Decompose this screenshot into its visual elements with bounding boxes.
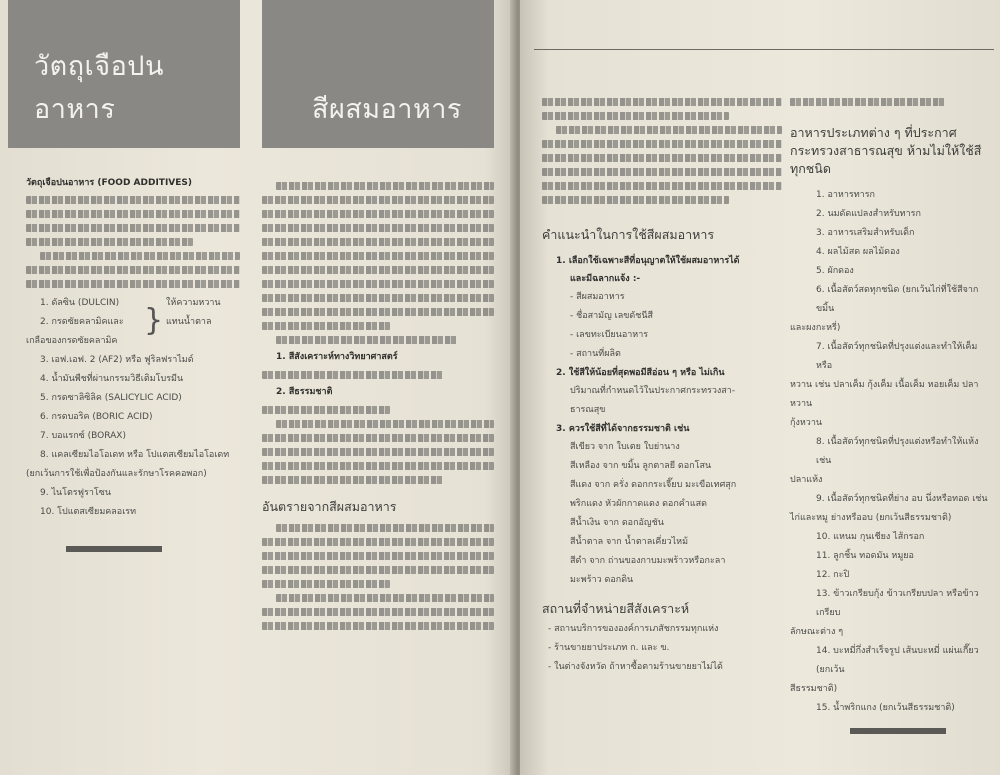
page-title-additives: วัตถุเจือปนอาหาร: [34, 51, 164, 125]
list-item: 9. ไนโตรฟูราโซน: [40, 488, 111, 498]
list-item: 7. เนื้อสัตว์ทุกชนิดที่ปรุงแต่งและทำให้เค็มหรือ: [816, 342, 978, 371]
paragraph-line: [790, 98, 946, 106]
paragraph-line: [262, 210, 494, 218]
paragraph-line: [542, 196, 729, 204]
list-item: 12. กะปิ: [816, 570, 850, 580]
list-item: - สถานบริการขององค์การเภสัชกรรมทุกแห่ง: [548, 624, 719, 634]
paragraph-line: [262, 566, 494, 574]
list-item: ไก่และหมู ย่างหรืออบ (ยกเว้นสีธรรมชาติ): [790, 513, 952, 523]
paragraph-line: [262, 294, 494, 302]
list-item: - เลขทะเบียนอาหาร: [570, 330, 649, 340]
list-item: 8. แคลเซียมไอโอเดท หรือ โปแตสเซียมไอโอเดท: [40, 450, 230, 460]
paragraph-line: [276, 182, 494, 190]
paragraph-line: [276, 524, 494, 532]
paragraph-line: [542, 182, 782, 190]
header-rule: [534, 49, 994, 50]
list-item: กุ้งหวาน: [790, 418, 823, 428]
list-item: (ยกเว้นการใช้เพื่อป้องกันและรักษาโรคคอพอก): [26, 469, 207, 479]
column-usage-advice: [542, 92, 782, 677]
label-requirements: [542, 288, 782, 364]
paragraph-line: [542, 112, 729, 120]
brace-symbol: }: [144, 303, 164, 338]
list-item: 3. อาหารเสริมสำหรับเด็ก: [816, 228, 915, 238]
paragraph-line: [262, 280, 494, 288]
paragraph-line: [262, 371, 443, 379]
list-item: ปลาแห้ง: [790, 475, 823, 485]
paragraph-line: [26, 210, 240, 218]
advice-item-1: 1. เลือกใช้เฉพาะสีที่อนุญาตให้ใช้ผสมอาหารได้: [556, 256, 740, 266]
advice-item-1-cont: และมีฉลากแจ้ง :-: [570, 274, 641, 284]
list-item: สีธรรมชาติ): [790, 684, 838, 694]
list-item: เกลือของกรดซัยคลามิค: [26, 336, 118, 346]
paragraph-line: [26, 238, 193, 246]
section-divider: [66, 546, 162, 552]
list-item: 15. น้ำพริกแกง (ยกเว้นสีธรรมชาติ): [816, 703, 955, 713]
list-item: 4. น้ำมันพืชที่ผ่านกรรมวิธีเติมโบรมีน: [40, 374, 184, 384]
paragraph-line: [262, 538, 494, 546]
brace-label-line: แทนน้ำตาล: [166, 317, 212, 327]
list-item: 7. บอแรกซ์ (BORAX): [40, 431, 126, 441]
section-heading-danger: อันตรายจากสีผสมอาหาร: [262, 499, 397, 514]
list-item: สีน้ำตาล จาก น้ำตาลเคี่ยวไหม้: [570, 537, 689, 547]
title-banner-colors: [262, 0, 494, 148]
section-heading-advice: คำแนะนำในการใช้สีผสมอาหาร: [542, 227, 715, 242]
paragraph-line: [542, 140, 782, 148]
section-heading-vendors: สถานที่จำหน่ายสีสังเคราะห์: [542, 601, 690, 616]
list-item: สีเหลือง จาก ขมิ้น ลูกตาลยี ดอกโสน: [570, 461, 712, 471]
list-item: หวาน เช่น ปลาเค็ม กุ้งเค็ม เนื้อเค็ม หอยเค็ม ปลาหวาน: [790, 380, 979, 409]
paragraph-line: [276, 336, 457, 344]
section-heading-prohibited: อาหารประเภทต่าง ๆ ที่ประกาศกระทรวงสาธารณสุข ห้ามไม่ให้ใช้สีทุกชนิด: [790, 125, 982, 176]
brace-label-line: ให้ความหวาน: [166, 298, 221, 308]
column-prohibited-foods: [790, 92, 990, 734]
paragraph-line: [262, 608, 494, 616]
paragraph-line: [276, 420, 494, 428]
list-item: ลักษณะต่าง ๆ: [790, 627, 844, 637]
paragraph-line: [262, 308, 494, 316]
list-item: 5. กรดซาลิซิลิค (SALICYLIC ACID): [40, 393, 182, 403]
paragraph-line: [262, 552, 494, 560]
list-item: 1. อาหารทารก: [816, 190, 875, 200]
natural-colors-list: [542, 438, 782, 590]
paragraph-line: [262, 622, 494, 630]
paragraph-line: [262, 252, 494, 260]
list-item: สีเขียว จาก ใบเตย ใบย่านาง: [570, 442, 680, 452]
paragraph-line: [40, 252, 240, 260]
list-item: 10. แหนม กุนเชียง ไส้กรอก: [816, 532, 925, 542]
column-food-colors: [262, 176, 494, 635]
list-item: 14. บะหมี่กึ่งสำเร็จรูป เส้นบะหมี่ แผ่นเกี๊ยว (ยกเว้น: [816, 646, 979, 675]
paragraph-line: [262, 448, 494, 456]
paragraph-line: [262, 322, 390, 330]
paragraph-line: [542, 98, 782, 106]
paragraph-line: [26, 224, 240, 232]
title-banner-additives: [8, 0, 240, 148]
list-item: 9. เนื้อสัตว์ทุกชนิดที่ย่าง อบ นึ่งหรือทอด เช่น: [816, 494, 988, 504]
list-item: สีน้ำเงิน จาก ดอกอัญชัน: [570, 518, 664, 528]
paragraph-line: [262, 238, 494, 246]
list-item: และผงกะหรี่): [790, 323, 841, 333]
paragraph-line: [262, 462, 494, 470]
list-item: 13. ข้าวเกรียบกุ้ง ข้าวเกรียบปลา หรือข้าวเกรียบ: [816, 589, 979, 618]
paragraph-line: [276, 594, 494, 602]
advice-item-2-cont: ธารณสุข: [570, 405, 606, 415]
list-item: 6. กรดบอริค (BORIC ACID): [40, 412, 153, 422]
paragraph-line: [26, 266, 240, 274]
paragraph-line: [262, 476, 443, 484]
list-item: 5. ผักดอง: [816, 266, 854, 276]
list-item: 8. เนื้อสัตว์ทุกชนิดที่ปรุงแต่งหรือทำให้แห้ง เช่น: [816, 437, 979, 466]
list-item: 2. นมดัดแปลงสำหรับทารก: [816, 209, 921, 219]
list-item: - ในต่างจังหวัด ถ้าหาซื้อตามร้านขายยาไม่ได้: [548, 662, 723, 672]
list-item: มะพร้าว ดอกดิน: [570, 575, 634, 585]
additives-subhead: วัตถุเจือปนอาหาร (FOOD ADDITIVES): [26, 178, 192, 188]
list-item: 11. ลูกชิ้น ทอดมัน หมูยอ: [816, 551, 914, 561]
advice-item-2: 2. ใช้สีให้น้อยที่สุดพอมีสีอ่อน ๆ หรือ ไม่เกิน: [556, 368, 725, 378]
list-item: 10. โปแตสเซียมคลอเรท: [40, 507, 137, 517]
paragraph-line: [262, 266, 494, 274]
list-item: - ร้านขายยาประเภท ก. และ ข.: [548, 643, 670, 653]
advice-item-3: 3. ควรใช้สีที่ได้จากธรรมชาติ เช่น: [556, 424, 690, 434]
list-item: สีแดง จาก ครั่ง ดอกกระเจี๊ยบ มะเขือเทศสุก: [570, 480, 737, 490]
list-item: 6. เนื้อสัตว์สดทุกชนิด (ยกเว้นไก่ที่ใช้สีจากขมิ้น: [816, 285, 979, 314]
paragraph-line: [262, 196, 494, 204]
list-item: พริกแดง หัวผักกาดแดง ดอกคำแสด: [570, 499, 707, 509]
paragraph-line: [262, 224, 494, 232]
list-item: - ชื่อสามัญ เลขดัชนีสี: [570, 311, 653, 321]
column-additives: [26, 176, 240, 552]
vendor-list: [542, 620, 782, 677]
paragraph-line: [556, 126, 782, 134]
paragraph-line: [262, 434, 494, 442]
list-item: สีดำ จาก ถ่านของกาบมะพร้าวหรือกะลา: [570, 556, 726, 566]
section-divider: [850, 728, 946, 734]
brace-label: [166, 294, 221, 332]
paragraph-line: [26, 196, 240, 204]
paragraph-line: [542, 154, 782, 162]
banned-additives-list: [26, 294, 240, 522]
list-item: 4. ผลไม้สด ผลไม้ดอง: [816, 247, 900, 257]
prohibited-foods-list: [790, 186, 990, 281]
paragraph-line: [26, 280, 240, 288]
list-item: 3. เอฟ.เอฟ. 2 (AF2) หรือ ฟูริลฟราไมด์: [40, 355, 194, 365]
color-type-natural: 2. สีธรรมชาติ: [276, 387, 333, 397]
paragraph-line: [542, 168, 782, 176]
list-item: 1. ดัลซิน (DULCIN): [40, 298, 120, 308]
list-item: - สีผสมอาหาร: [570, 292, 625, 302]
paragraph-line: [262, 580, 390, 588]
color-type-synthetic: 1. สีสังเคราะห์ทางวิทยาศาสตร์: [276, 352, 398, 362]
list-item: 2. กรดซัยคลามิคและ: [40, 317, 124, 327]
advice-item-2-cont: ปริมาณที่กำหนดไว้ในประกาศกระทรวงสา-: [570, 386, 736, 396]
paragraph-line: [262, 406, 390, 414]
page-title-colors: สีผสมอาหาร: [312, 94, 462, 125]
list-item: - สถานที่ผลิต: [570, 349, 621, 359]
